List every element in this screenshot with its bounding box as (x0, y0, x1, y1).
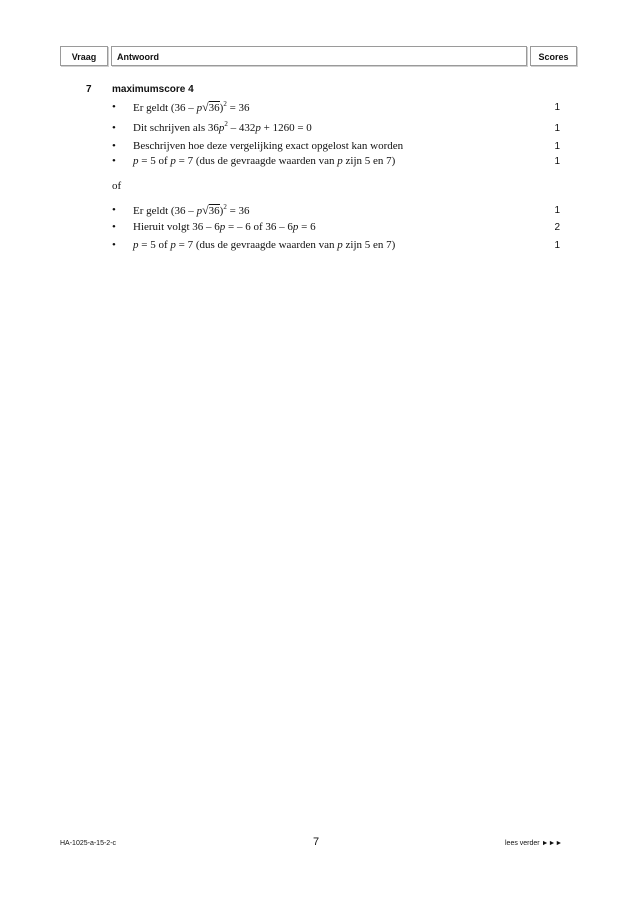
step-score: 2 (554, 222, 560, 233)
answer-step (112, 203, 572, 218)
document-code: HA-1025-a-15-2-c (60, 840, 117, 847)
step-score: 1 (554, 123, 560, 134)
bullet: • (112, 122, 116, 134)
step-score: 1 (554, 102, 560, 113)
continue-label: lees verder ►►► (505, 840, 563, 847)
answer-step (112, 100, 572, 115)
step-text: Er geldt (36 – p√36)$^2$ = 36 (133, 100, 250, 114)
header-vraag: Vraag (60, 46, 108, 66)
answer-step (112, 238, 572, 253)
header-antwoord: Antwoord (111, 46, 527, 66)
answer-step (112, 139, 572, 154)
step-score: 1 (554, 156, 560, 167)
bullet: • (112, 101, 116, 113)
or-label: of (112, 180, 122, 192)
bullet: • (112, 239, 116, 251)
step-text: Hieruit volgt 36 – 6p = – 6 of 36 – 6p = 6 (133, 221, 316, 233)
question-number: 7 (86, 84, 92, 95)
step-score: 1 (554, 240, 560, 251)
bullet: • (112, 221, 116, 233)
bullet: • (112, 204, 116, 216)
step-text: Er geldt (36 – p√36)$^2$ = 36 (133, 203, 250, 217)
step-text: Beschrijven hoe deze vergelijking exact opgelost kan worden (133, 140, 404, 152)
answer-step (112, 154, 572, 169)
step-text: Dit schrijven als $36p^2 - 432p + 1260 = 0$ (133, 120, 312, 134)
step-score: 1 (554, 141, 560, 152)
header-scores: Scores (530, 46, 577, 66)
bullet: • (112, 140, 116, 152)
answer-step (112, 220, 572, 235)
step-score: 1 (554, 205, 560, 216)
question-title: maximumscore 4 (112, 84, 194, 95)
step-text: p = 5 of p = 7 (dus de gevraagde waarden van p zijn 5 en 7) (133, 155, 396, 167)
answer-step (112, 121, 572, 136)
step-text: p = 5 of p = 7 (dus de gevraagde waarden van p zijn 5 en 7) (133, 239, 396, 251)
page-number: 7 (313, 836, 320, 848)
bullet: • (112, 155, 116, 167)
